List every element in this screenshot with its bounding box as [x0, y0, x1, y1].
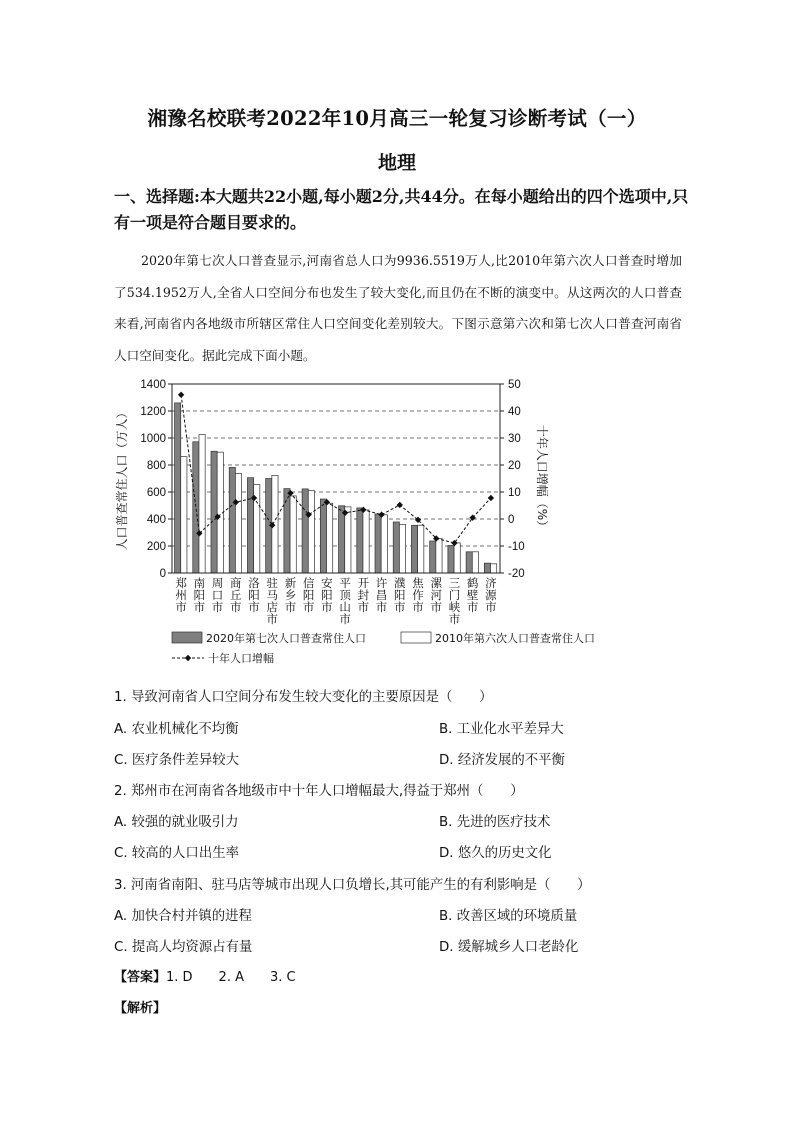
y2-tick-label: 50: [508, 379, 521, 391]
x-tick-label: 三门峡市: [448, 576, 461, 626]
x-tick-label: 驻马店市: [266, 576, 278, 626]
legend-swatch-2010: [401, 632, 431, 643]
question-3-option-a[interactable]: A. 加快合村并镇的进程: [114, 909, 252, 924]
bar-2010: [418, 525, 424, 573]
growth-point: [488, 495, 494, 501]
question-2-option-b[interactable]: B. 先进的医疗技术: [439, 815, 551, 830]
y-tick-label: 1200: [140, 406, 166, 418]
bar-2020: [484, 563, 490, 573]
bar-2020: [411, 525, 417, 573]
question-1-option-c[interactable]: C. 医疗条件差异较大: [114, 753, 239, 768]
bar-2020: [211, 451, 217, 573]
bar-2020: [302, 489, 308, 573]
y2-tick-label: 10: [508, 487, 521, 499]
bar-2010: [290, 496, 296, 573]
bar-2010: [345, 507, 351, 573]
bar-2010: [436, 539, 442, 573]
x-tick-label: 洛阳市: [248, 576, 260, 614]
bar-2020: [284, 489, 290, 573]
answer-line: [114, 966, 296, 985]
x-tick-label: 济源市: [485, 576, 497, 614]
bar-2010: [327, 503, 333, 573]
question-3-option-b[interactable]: B. 改善区域的环境质量: [439, 909, 578, 924]
answer-label: 【答案】: [114, 970, 167, 985]
y-axis-title: 人口普查常住人口（万人）: [115, 406, 129, 551]
bar-2010: [308, 491, 314, 573]
question-3-option-d[interactable]: D. 缓解城乡人口老龄化: [439, 940, 579, 955]
question-1-stem: 1. 导致河南省人口空间分布发生较大变化的主要原因是（ ）: [114, 690, 493, 705]
bar-2020: [339, 506, 345, 573]
bar-2010: [472, 552, 478, 573]
x-tick-label: 鹤壁市: [466, 576, 479, 614]
growth-line: [181, 395, 491, 543]
bar-2010: [363, 510, 369, 573]
population-chart: [112, 372, 612, 672]
y-tick-label: 1000: [140, 433, 166, 445]
legend-label-2010: 2010年第六次人口普查常住人口: [435, 632, 595, 645]
question-3-stem: 3. 河南省南阳、驻马店等城市出现人口负增长,其可能产生的有利影响是（ ）: [114, 878, 591, 893]
y2-tick-label: -10: [508, 541, 525, 553]
exam-title: 湘豫名校联考2022年10月高三一轮复习诊断考试（一）: [147, 107, 647, 130]
question-1-option-d[interactable]: D. 经济发展的不平衡: [439, 753, 565, 768]
y2-axis-title: 十年人口增幅（%）: [535, 424, 549, 533]
question-1-option-b[interactable]: B. 工业化水平差异大: [439, 722, 564, 737]
y-tick-label: 1400: [140, 379, 166, 391]
x-tick-label: 许昌市: [375, 576, 388, 614]
y2-tick-label: 40: [508, 406, 521, 418]
bar-2020: [448, 545, 454, 573]
x-tick-label: 平顶山市: [339, 576, 351, 626]
section-heading: 一、选择题:本大题共22小题,每小题2分,共44分。在每小题给出的四个选项中,只有一项是符合题目要求的。: [114, 187, 689, 232]
x-tick-label: 新乡市: [284, 576, 297, 614]
question-2-option-a[interactable]: A. 较强的就业吸引力: [114, 815, 239, 830]
legend-swatch-2020: [172, 632, 202, 643]
bar-2010: [181, 457, 187, 573]
x-tick-label: 周口市: [211, 576, 224, 614]
bar-2010: [199, 434, 205, 573]
bar-2020: [466, 552, 472, 573]
y-tick-label: 800: [146, 460, 166, 472]
x-tick-label: 濮阳市: [394, 576, 406, 614]
y-tick-label: 200: [146, 541, 166, 553]
x-tick-label: 漯河市: [430, 576, 442, 614]
question-3-option-c[interactable]: C. 提高人均资源占有量: [114, 940, 253, 955]
bar-2020: [229, 467, 235, 573]
bar-2020: [357, 508, 363, 573]
bar-2010: [381, 515, 387, 573]
x-tick-label: 开封市: [357, 576, 370, 614]
x-tick-label: 南阳市: [193, 576, 206, 614]
bar-2020: [175, 403, 181, 573]
x-tick-label: 焦作市: [412, 576, 424, 614]
growth-point: [397, 502, 403, 508]
bar-2020: [193, 442, 199, 573]
x-tick-label: 郑州市: [175, 576, 187, 614]
passage-text: 2020年第七次人口普查显示,河南省总人口为9936.5519万人,比2010年第六次人口普查时增加了534.1952万人,全省人口空间分布也发生了较大变化,而且仍在不断的演变中。从这两次的人口普查来看,河南省内各地级市所辖区常住人口空间变化差别较大。下图示意第六次和第七次人口普查河南省人口空间变化。据此完成下面小题。: [114, 253, 682, 363]
y2-tick-label: 20: [508, 460, 521, 472]
bar-2010: [235, 474, 241, 573]
bar-2020: [247, 478, 253, 573]
bar-2010: [399, 525, 405, 573]
bar-2010: [491, 564, 497, 573]
y2-tick-label: 30: [508, 433, 521, 445]
subject-title: 地理: [377, 152, 416, 174]
question-1-option-a[interactable]: A. 农业机械化不均衡: [114, 722, 239, 737]
answer-text: 1. D 2. A 3. C: [166, 970, 296, 985]
x-tick-label: 安阳市: [321, 576, 333, 614]
bar-2020: [320, 499, 326, 573]
y-tick-label: 0: [159, 568, 166, 580]
bar-2020: [430, 541, 436, 573]
question-2-option-d[interactable]: D. 悠久的历史文化: [439, 846, 552, 861]
legend-label-growth: 十年人口增幅: [208, 652, 274, 665]
y-tick-label: 400: [146, 514, 166, 526]
legend-marker-growth: [185, 655, 191, 661]
question-2-option-c[interactable]: C. 较高的人口出生率: [114, 846, 239, 861]
y-tick-label: 600: [146, 487, 166, 499]
growth-point: [178, 392, 184, 398]
y2-tick-label: 0: [508, 514, 515, 526]
y2-tick-label: -20: [508, 568, 525, 580]
bar-2010: [454, 543, 460, 573]
question-2-stem: 2. 郑州市在河南省各地级市中十年人口增幅最大,得益于郑州（ ）: [114, 784, 524, 799]
analysis-label: 【解析】: [114, 1001, 167, 1016]
x-tick-label: 商丘市: [230, 576, 242, 614]
legend-label-2020: 2020年第七次人口普查常住人口: [206, 632, 366, 645]
bar-2020: [375, 514, 381, 573]
bar-2020: [393, 522, 399, 573]
x-tick-label: 信阳市: [302, 576, 315, 614]
growth-point: [469, 514, 475, 520]
